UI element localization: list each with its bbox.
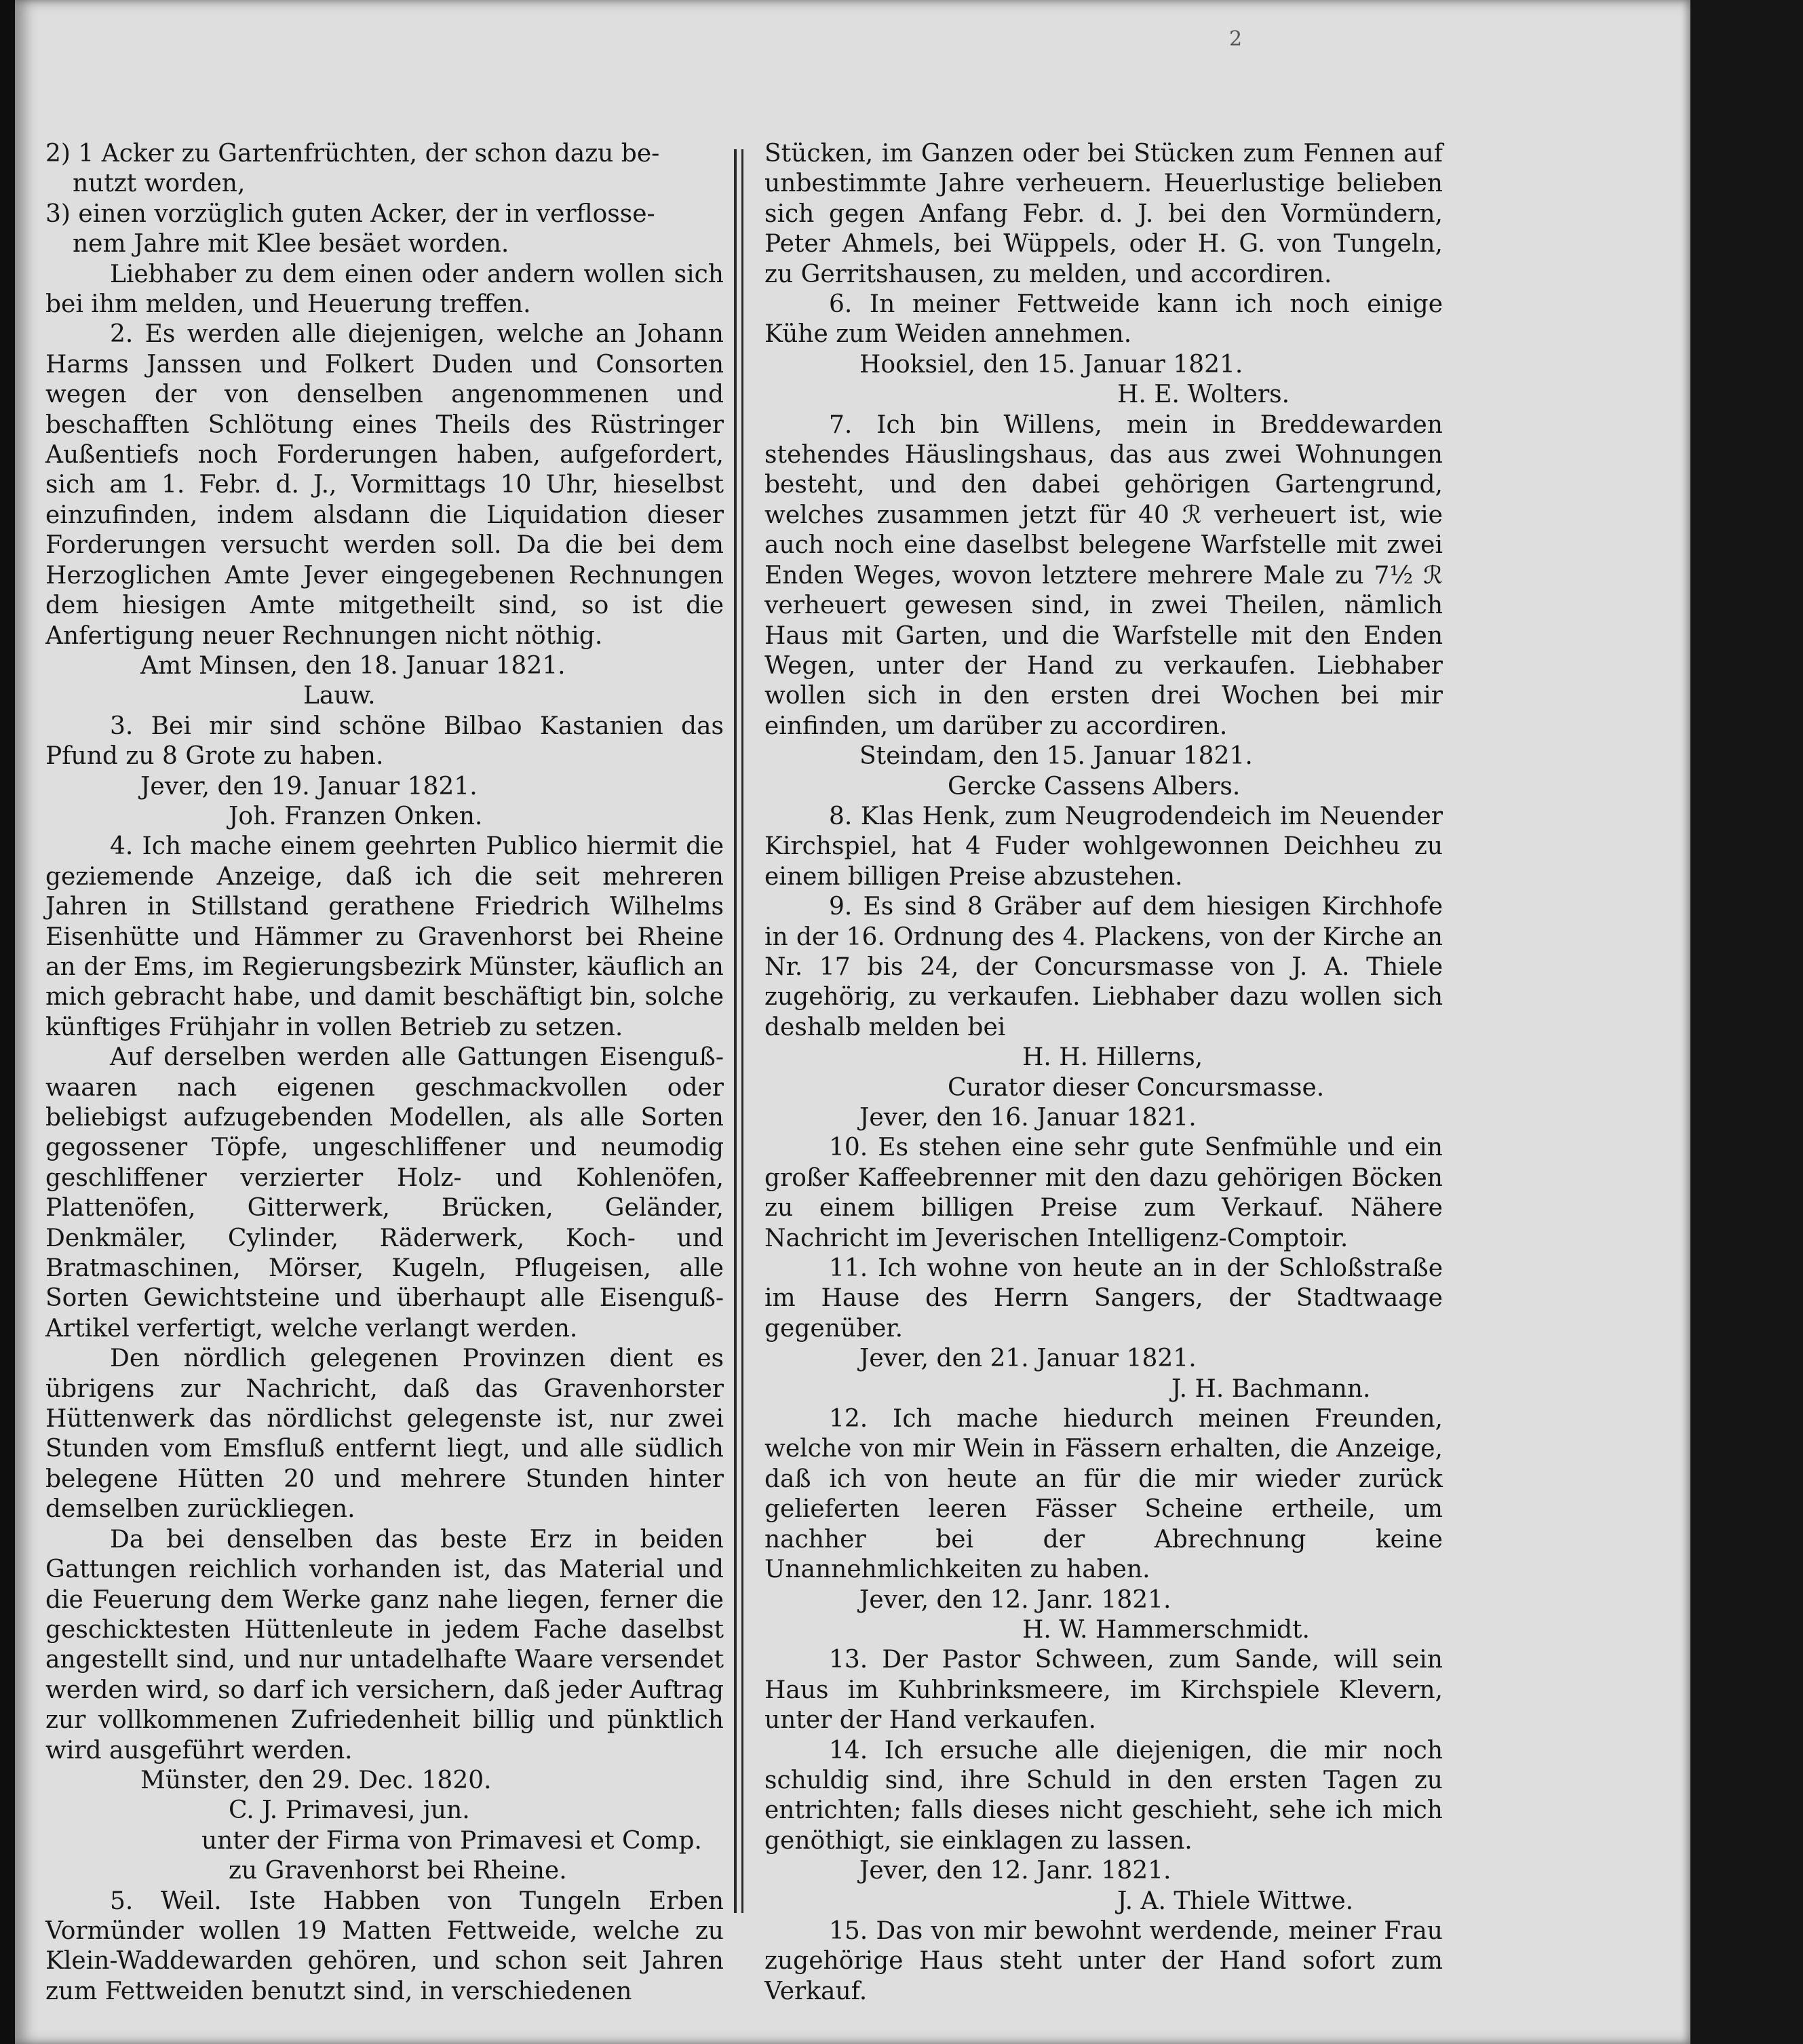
- paragraph: 13. Der Pastor Schween, zum Sande, will sein Haus im Kuhbrinksmeere, im Kirchspiele Klevern, unter der Hand verkaufen.: [764, 1646, 1443, 1735]
- page-mark: 2: [1229, 27, 1243, 51]
- paragraph: C. J. Primavesi, jun.: [229, 1796, 470, 1825]
- paragraph: 3) einen vorzüglich guten Acker, der in verflosse-: [45, 199, 655, 228]
- paragraph: 12. Ich mache hiedurch meinen Freunden, welche von mir Wein in Fässern erhalten, die Anzeige, daß ich von heute an für die mir wieder zurück gelieferten leeren Fässer Scheine ertheile, um nachher bei der Abrechnung keine Unannehmlichkeiten zu haben.: [764, 1405, 1443, 1584]
- paragraph: 2) 1 Acker zu Gartenfrüchten, der schon dazu be-: [45, 140, 660, 168]
- column-rule: [734, 149, 737, 1913]
- paragraph: H. W. Hammerschmidt.: [1022, 1615, 1310, 1644]
- scan-border-right: [1690, 0, 1803, 2044]
- paragraph: Stücken, im Ganzen oder bei Stücken zum Fennen auf unbestimmte Jahre verheuern. Heuerlustige belieben sich gegen Anfang Febr. d. J. bei den Vormündern, Peter Ahmels, bei Wüppels, oder H. G. von Tungeln, zu Gerritshausen, zu melden, und accordiren.: [764, 140, 1443, 288]
- paragraph: J. A. Thiele Wittwe.: [1117, 1887, 1354, 1915]
- newspaper-page: [15, 0, 1690, 2044]
- paragraph: Den nördlich gelegenen Provinzen dient es übrigens zur Nachricht, daß das Gravenhorster Hüttenwerk das nördlichst gelegenste ist, nur zwei Stunden vom Emsfluß entfernt liegt, und alle südlich belegene Hütten 20 und mehrere Stunden hinter demselben zurückliegen.: [45, 1345, 724, 1524]
- paragraph: H. E. Wolters.: [1117, 381, 1290, 409]
- paragraph: Jever, den 21. Januar 1821.: [859, 1345, 1197, 1373]
- paragraph: 11. Ich wohne von heute an in der Schloßstraße im Hause des Herrn Sangers, der Stadtwaage gegenüber.: [764, 1254, 1443, 1343]
- paragraph: 10. Es stehen eine sehr gute Senfmühle und ein großer Kaffeebrenner mit den dazu gehörigen Böcken zu einem billigen Preise zum Verkauf. Nähere Nachricht im Jeverischen Intelligenz-Comptoir.: [764, 1134, 1443, 1252]
- paragraph: Amt Minsen, den 18. Januar 1821.: [140, 651, 566, 680]
- paragraph: 8. Klas Henk, zum Neugrodendeich im Neuender Kirchspiel, hat 4 Fuder wohlgewonnen Deichheu zu einem billigen Preise abzustehen.: [764, 802, 1443, 891]
- paragraph: 6. In meiner Fettweide kann ich noch einige Kühe zum Weiden annehmen.: [764, 290, 1443, 349]
- paragraph: Jever, den 12. Janr. 1821.: [859, 1585, 1171, 1614]
- paragraph: unter der Firma von Primavesi et Comp.: [201, 1826, 702, 1855]
- scan-border-left: [0, 0, 15, 2044]
- paragraph: Jever, den 19. Januar 1821.: [140, 772, 478, 801]
- column-rule: [741, 149, 743, 1913]
- paragraph: nutzt worden,: [73, 170, 246, 198]
- paragraph: 4. Ich mache einem geehrten Publico hiermit die geziemende Anzeige, daß ich die seit mehreren Jahren in Stillstand gerathene Friedrich Wilhelms Eisenhütte und Hämmer zu Gravenhorst bei Rheine an der Ems, im Regierungsbezirk Münster, käuflich an mich gebracht habe, und damit beschäftigt bin, solche künftiges Frühjahr in vollen Betrieb zu setzen.: [45, 832, 724, 1041]
- paragraph: Auf derselben werden alle Gattungen Eisenguß-waaren nach eigenen geschmackvollen oder beliebigst aufzugebenden Modellen, als alle Sorten gegossener Töpfe, ungeschliffener und neumodig geschliffener verzierter Holz- und Kohlenöfen, Plattenöfen, Gitterwerk, Brücken, Geländer, Denkmäler, Cylinder, Räderwerk, Koch- und Bratmaschinen, Mörser, Kugeln, Pflugeisen, alle Sorten Gewichtsteine und überhaupt alle Eisenguß-Artikel verfertigt, welche verlangt werden.: [45, 1043, 724, 1343]
- paragraph: Jever, den 12. Janr. 1821.: [859, 1857, 1171, 1885]
- paragraph: Gercke Cassens Albers.: [948, 772, 1241, 801]
- paragraph: 3. Bei mir sind schöne Bilbao Kastanien das Pfund zu 8 Grote zu haben.: [45, 712, 724, 771]
- right-column: [764, 139, 1443, 2007]
- paragraph: Hooksiel, den 15. Januar 1821.: [859, 350, 1243, 379]
- paragraph: nem Jahre mit Klee besäet worden.: [73, 230, 509, 258]
- paragraph: 5. Weil. Iste Habben von Tungeln Erben Vormünder wollen 19 Matten Fettweide, welche zu Klein-Waddewarden gehören, und schon seit Jahren zum Fettweiden benutzt sind, in verschiedenen: [45, 1887, 724, 2005]
- paragraph: 7. Ich bin Willens, mein in Breddewarden stehendes Häuslingshaus, das aus zwei Wohnungen besteht, und den dabei gehörigen Gartengrund, welches zusammen jetzt für 40 ℛ verheuert ist, wie auch noch eine daselbst belegene Warfstelle mit zwei Enden Weges, wovon letztere mehrere Male zu 7½ ℛ verheuert gewesen sind, in zwei Theilen, nämlich Haus mit Garten, und die Warfstelle mit den Enden Wegen, unter der Hand zu verkaufen. Liebhaber wollen sich in den ersten drei Wochen bei mir einfinden, um darüber zu accordiren.: [764, 410, 1443, 740]
- paragraph: zu Gravenhorst bei Rheine.: [229, 1857, 567, 1885]
- paragraph: 2. Es werden alle diejenigen, welche an Johann Harms Janssen und Folkert Duden und Consorten wegen der von denselben angenommenen und beschafften Schlötung eines Theils des Rüstringer Außentiefs noch Forderungen haben, aufgefordert, sich am 1. Febr. d. J., Vormittags 10 Uhr, hieselbst einzufinden, indem alsdann die Liquidation dieser Forderungen versucht werden soll. Da die bei dem Herzoglichen Amte Jever eingegebenen Rechnungen dem hiesigen Amte mitgetheilt sind, so ist die Anfertigung neuer Rechnungen nicht nöthig.: [45, 320, 724, 650]
- left-column: [45, 139, 724, 2007]
- paragraph: Steindam, den 15. Januar 1821.: [859, 742, 1253, 771]
- paragraph: 9. Es sind 8 Gräber auf dem hiesigen Kirchhofe in der 16. Ordnung des 4. Plackens, von der Kirche an Nr. 17 bis 24, der Concursmasse von J. A. Thiele zugehörig, zu verkaufen. Liebhaber dazu wollen sich deshalb melden bei: [764, 893, 1443, 1041]
- paragraph: Lauw.: [303, 682, 376, 710]
- paragraph: Liebhaber zu dem einen oder andern wollen sich bei ihm melden, und Heuerung treffen.: [45, 260, 724, 319]
- paragraph: Curator dieser Concursmasse.: [948, 1073, 1325, 1102]
- paragraph: Münster, den 29. Dec. 1820.: [140, 1766, 492, 1794]
- paragraph: 14. Ich ersuche alle diejenigen, die mir noch schuldig sind, ihre Schuld in den ersten Tagen zu entrichten; falls dieses nicht geschieht, sehe ich mich genöthigt, sie einklagen zu lassen.: [764, 1736, 1443, 1855]
- paragraph: 15. Das von mir bewohnt werdende, meiner Frau zugehörige Haus steht unter der Hand sofort zum Verkauf.: [764, 1916, 1443, 2005]
- paragraph: Joh. Franzen Onken.: [229, 802, 483, 830]
- paragraph: J. H. Bachmann.: [1171, 1374, 1371, 1403]
- paragraph: Da bei denselben das beste Erz in beiden Gattungen reichlich vorhanden ist, das Material und die Feuerung dem Werke ganz nahe liegen, ferner die geschicktesten Hüttenleute in jedem Fache daselbst angestellt sind, und nur untadelhafte Waare versendet werden wird, so darf ich versichern, daß jeder Auftrag zur vollkommenen Zufriedenheit billig und pünktlich wird ausgeführt werden.: [45, 1525, 724, 1765]
- paragraph: H. H. Hillerns,: [1022, 1043, 1203, 1072]
- paragraph: Jever, den 16. Januar 1821.: [859, 1104, 1197, 1132]
